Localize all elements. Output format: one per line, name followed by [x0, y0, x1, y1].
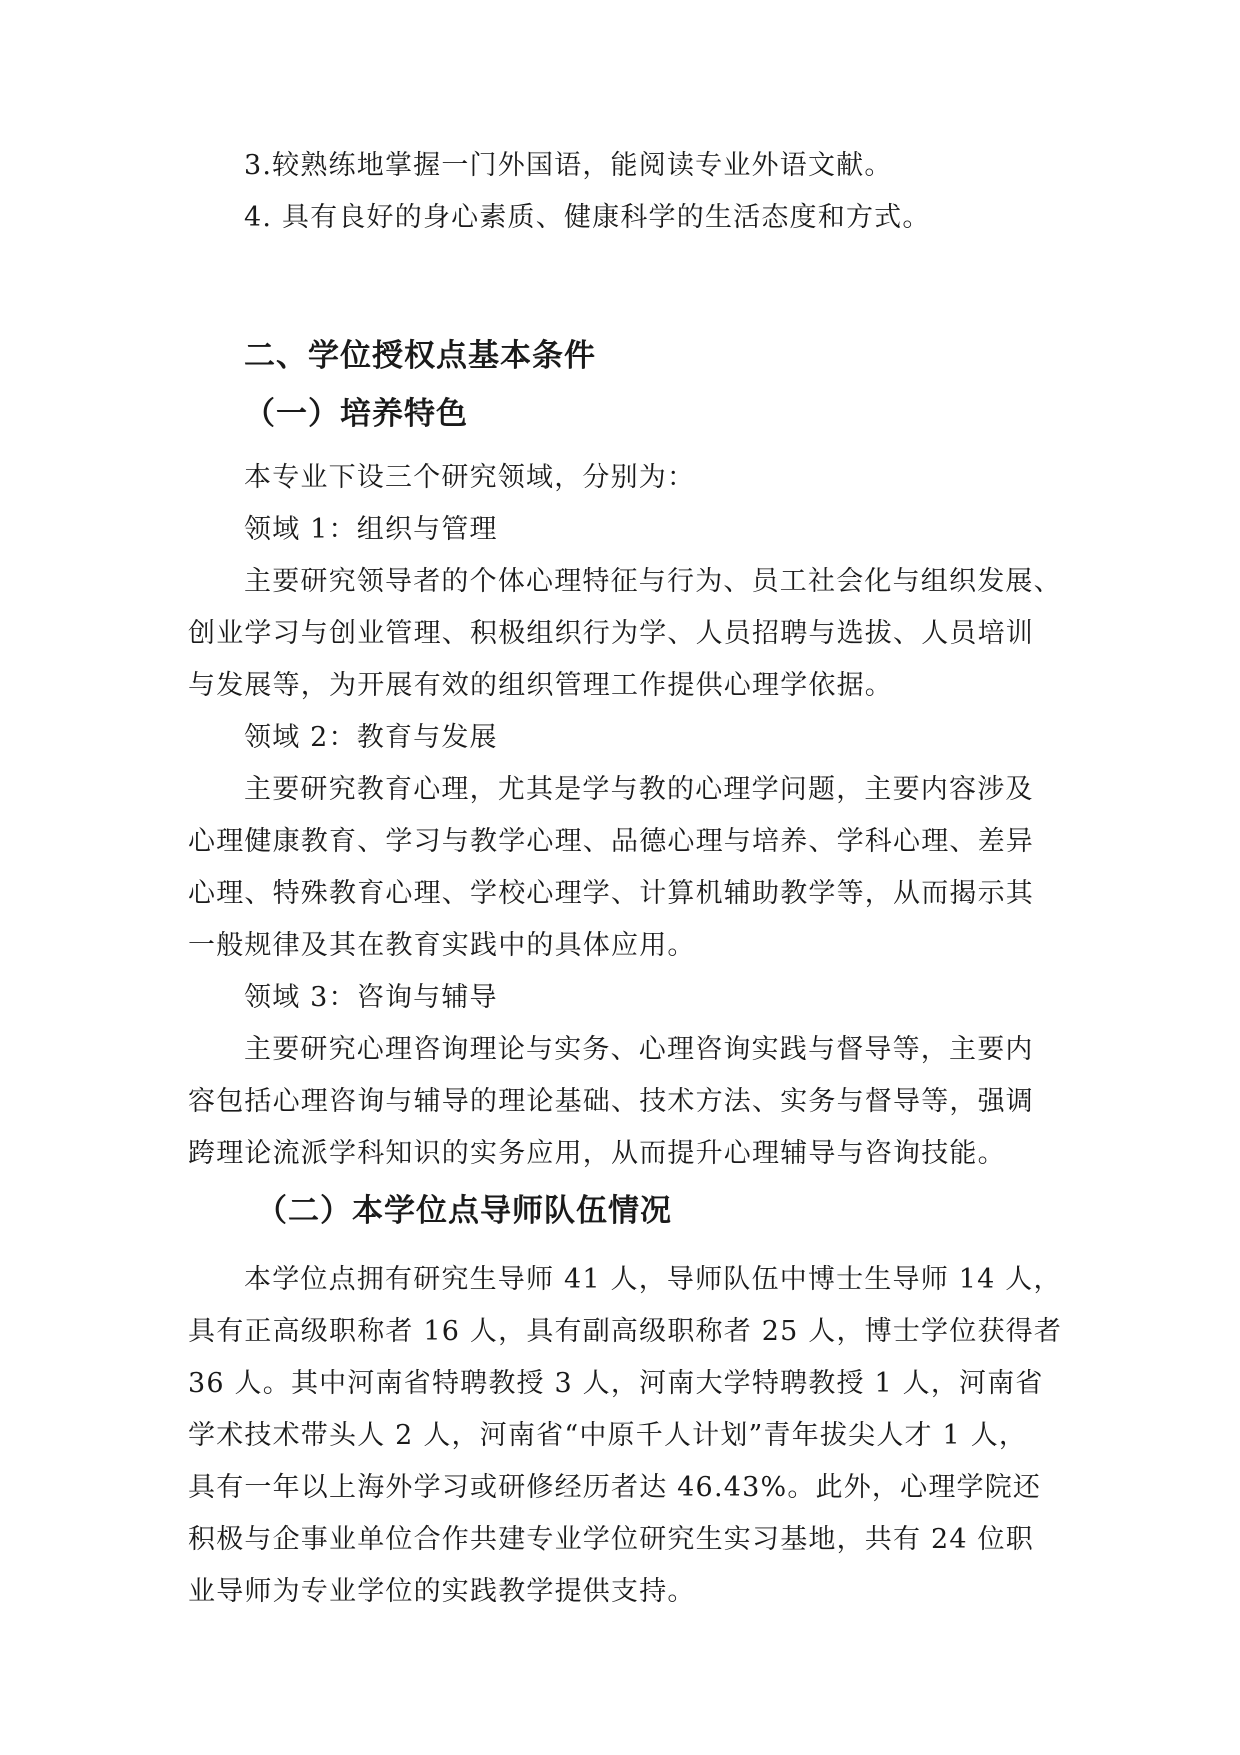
supervisor-text-line: 具有正高级职称者 16 人，具有副高级职称者 25 人，博士学位获得者	[188, 1316, 1063, 1347]
subsection-heading-2: （二）本学位点导师队伍情况	[256, 1193, 672, 1229]
fields-intro: 本专业下设三个研究领域，分别为：	[244, 462, 696, 493]
field-3-label: 领域 3：咨询与辅导	[244, 982, 498, 1013]
field-2-label: 领域 2：教育与发展	[244, 722, 498, 753]
field-2-text-line: 心理、特殊教育心理、学校心理学、计算机辅助教学等，从而揭示其	[188, 878, 1034, 909]
supervisor-text-line: 具有一年以上海外学习或研修经历者达 46.43%。此外，心理学院还	[188, 1472, 1042, 1503]
field-1-label: 领域 1：组织与管理	[244, 514, 498, 545]
field-1-text-line: 与发展等，为开展有效的组织管理工作提供心理学依据。	[188, 670, 893, 701]
field-1-text-line: 主要研究领导者的个体心理特征与行为、员工社会化与组织发展、	[244, 566, 1062, 597]
field-2-text-line: 心理健康教育、学习与教学心理、品德心理与培养、学科心理、差异	[188, 826, 1034, 857]
subsection-heading-1: （一）培养特色	[244, 396, 468, 432]
field-1-text-line: 创业学习与创业管理、积极组织行为学、人员招聘与选拔、人员培训	[188, 618, 1034, 649]
field-3-text-line: 容包括心理咨询与辅导的理论基础、技术方法、实务与督导等，强调	[188, 1086, 1034, 1117]
requirement-item-3: 3.较熟练地掌握一门外国语，能阅读专业外语文献。	[244, 150, 893, 181]
field-3-text-line: 跨理论流派学科知识的实务应用，从而提升心理辅导与咨询技能。	[188, 1138, 1006, 1169]
field-2-text-line: 一般规律及其在教育实践中的具体应用。	[188, 930, 696, 961]
field-2-text-line: 主要研究教育心理，尤其是学与教的心理学问题，主要内容涉及	[244, 774, 1034, 805]
field-3-text-line: 主要研究心理咨询理论与实务、心理咨询实践与督导等，主要内	[244, 1034, 1034, 1065]
requirement-item-4: 4. 具有良好的身心素质、健康科学的生活态度和方式。	[244, 202, 931, 233]
supervisor-text-line: 业导师为专业学位的实践教学提供支持。	[188, 1576, 696, 1607]
supervisor-text-line: 本学位点拥有研究生导师 41 人，导师队伍中博士生导师 14 人，	[244, 1264, 1062, 1295]
section-heading: 二、学位授权点基本条件	[244, 338, 596, 374]
supervisor-text-line: 学术技术带头人 2 人，河南省“中原千人计划”青年拔尖人才 1 人，	[188, 1420, 1028, 1451]
supervisor-text-line: 积极与企事业单位合作共建专业学位研究生实习基地，共有 24 位职	[188, 1524, 1034, 1555]
supervisor-text-line: 36 人。其中河南省特聘教授 3 人，河南大学特聘教授 1 人，河南省	[188, 1368, 1044, 1399]
